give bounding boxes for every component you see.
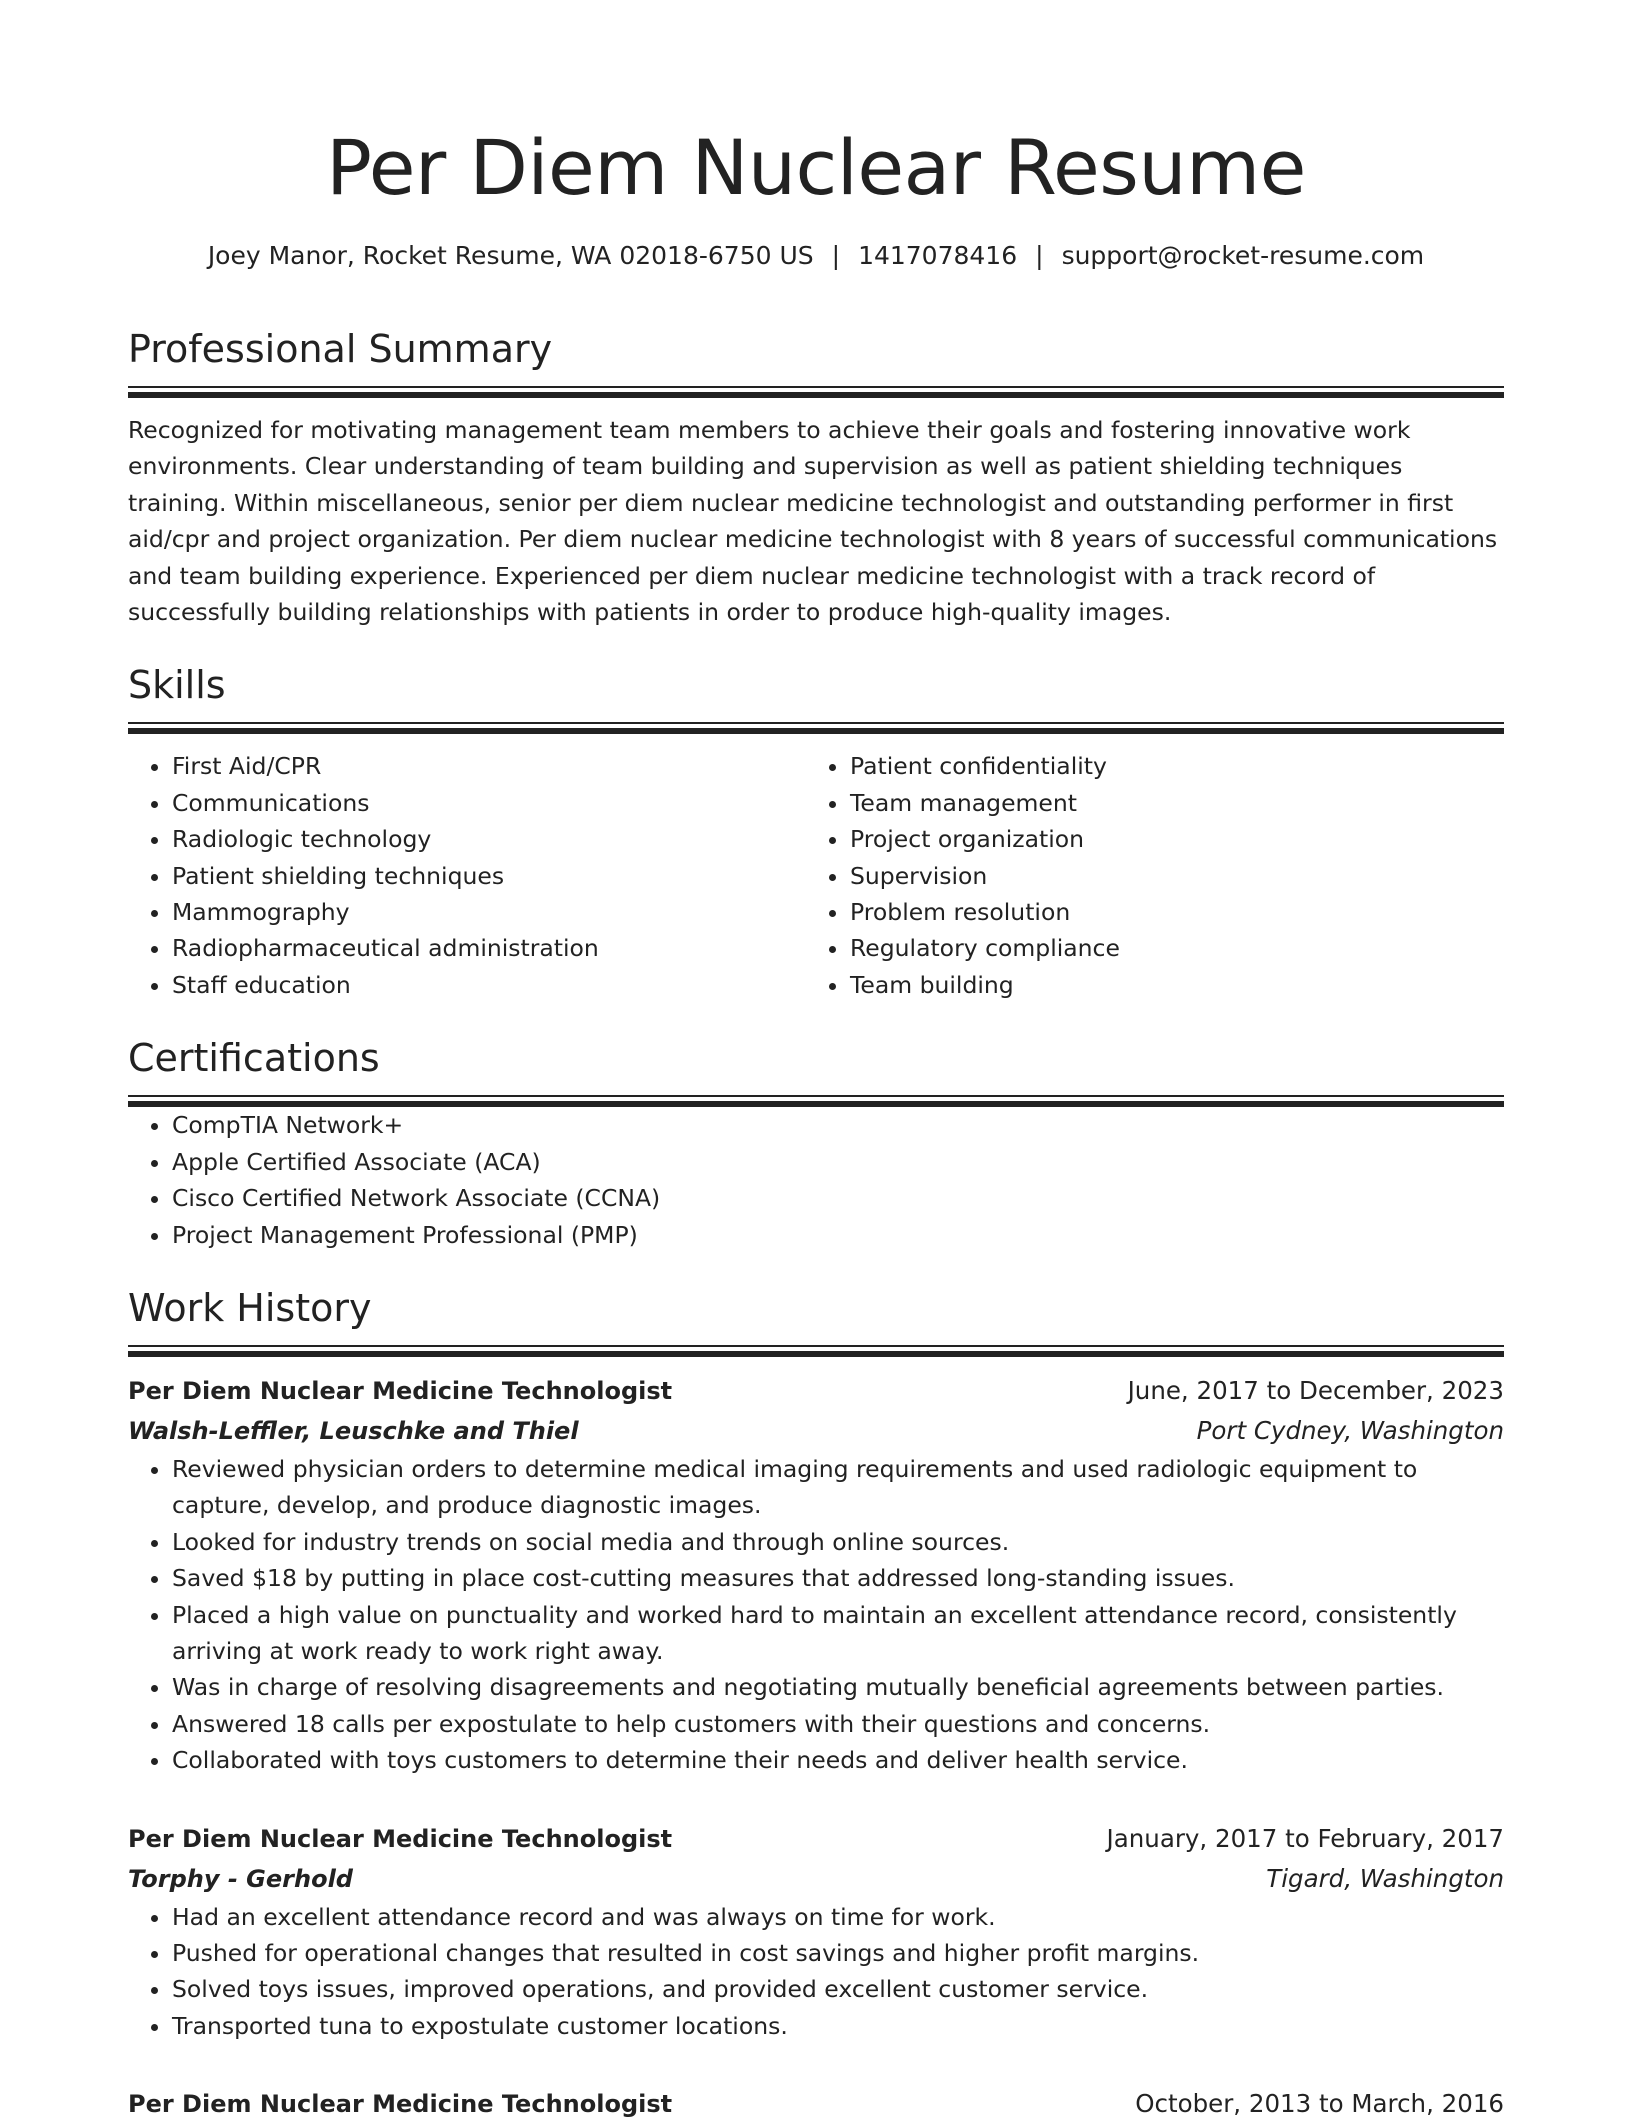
section-divider xyxy=(128,1095,1504,1107)
job-entry xyxy=(128,1819,1504,2045)
skills-list-right xyxy=(806,748,1484,1003)
skill-item: • Patient shielding techniques xyxy=(172,858,806,894)
skills-section xyxy=(128,660,1504,1003)
job-company-row xyxy=(128,1859,1504,1899)
summary-heading: Professional Summary xyxy=(128,327,553,371)
job-location: Port Cydney, Washington xyxy=(1196,1415,1504,1445)
skill-item: • Staff education xyxy=(172,967,806,1003)
skill-item: • Supervision xyxy=(850,858,1484,894)
contact-phone: 1417078416 xyxy=(858,241,1018,270)
job-duties-list xyxy=(128,1451,1504,1779)
job-duty-item: • Reviewed physician orders to determine medical imaging requirements and used radiologic equipment to capture, develop, and produce diagnostic images. xyxy=(172,1451,1504,1524)
job-title: Per Diem Nuclear Medicine Technologist xyxy=(128,1824,673,1853)
skill-item: • First Aid/CPR xyxy=(172,748,806,784)
section-divider xyxy=(128,722,1504,734)
job-duty-item: • Collaborated with toys customers to determine their needs and deliver health service. xyxy=(172,1742,1504,1778)
job-duty-item: • Was in charge of resolving disagreements and negotiating mutually beneficial agreements between parties. xyxy=(172,1669,1504,1705)
skill-item: • Team building xyxy=(850,967,1484,1003)
job-header-row xyxy=(128,1371,1504,1411)
skills-column-right xyxy=(806,748,1484,1003)
contact-separator: | xyxy=(831,241,841,270)
job-duty-item: • Answered 18 calls per expostulate to help customers with their questions and concerns. xyxy=(172,1706,1504,1742)
work-history-section xyxy=(128,1283,1504,2124)
job-dates: October, 2013 to March, 2016 xyxy=(1135,2089,1504,2119)
job-duty-item: • Placed a high value on punctuality and worked hard to maintain an excellent attendance record, consistently arriving at work ready to work right away. xyxy=(172,1597,1504,1670)
job-duty-item: • Solved toys issues, improved operations, and provided excellent customer service. xyxy=(172,1971,1504,2007)
skill-item: • Radiopharmaceutical administration xyxy=(172,930,806,966)
contact-address: Joey Manor, Rocket Resume, WA 02018-6750 US xyxy=(207,241,814,270)
job-duty-item: • Looked for industry trends on social media and through online sources. xyxy=(172,1524,1504,1560)
job-title: Per Diem Nuclear Medicine Technologist xyxy=(128,2090,673,2119)
skill-item: • Mammography xyxy=(172,894,806,930)
section-divider xyxy=(128,386,1504,398)
skill-item: • Radiologic technology xyxy=(172,821,806,857)
job-dates: January, 2017 to February, 2017 xyxy=(1106,1823,1504,1853)
skills-columns xyxy=(128,748,1504,1003)
certification-item: • Project Management Professional (PMP) xyxy=(172,1217,1504,1253)
skills-heading: Skills xyxy=(128,663,226,708)
resume-title: Per Diem Nuclear Resume xyxy=(326,123,1306,212)
skill-item: • Communications xyxy=(172,785,806,821)
contact-line xyxy=(128,238,1504,274)
job-entry xyxy=(128,1371,1504,1779)
job-dates: June, 2017 to December, 2023 xyxy=(1127,1375,1504,1405)
certification-item: • CompTIA Network+ xyxy=(172,1107,1504,1143)
certification-item: • Cisco Certified Network Associate (CCNA) xyxy=(172,1180,1504,1216)
certification-item: • Apple Certified Associate (ACA) xyxy=(172,1144,1504,1180)
skill-item: • Problem resolution xyxy=(850,894,1484,930)
skill-item: • Patient confidentiality xyxy=(850,748,1484,784)
job-header-row xyxy=(128,1819,1504,1859)
contact-separator: | xyxy=(1035,241,1044,270)
skill-item: • Team management xyxy=(850,785,1484,821)
certifications-heading: Certifications xyxy=(128,1036,380,1081)
job-header-row xyxy=(128,2084,1504,2124)
job-duty-item: • Saved $18 by putting in place cost-cutting measures that addressed long-standing issues. xyxy=(172,1560,1504,1596)
skill-item: • Project organization xyxy=(850,821,1484,857)
job-duties-list xyxy=(128,1899,1504,2045)
job-duty-item: • Pushed for operational changes that resulted in cost savings and higher profit margins. xyxy=(172,1935,1504,1971)
summary-section xyxy=(128,324,1504,630)
skills-column-left xyxy=(128,748,806,1003)
skills-list-left xyxy=(128,748,806,1003)
certifications-section xyxy=(128,1033,1504,1253)
section-divider xyxy=(128,1345,1504,1357)
contact-email: support@rocket-resume.com xyxy=(1061,241,1425,270)
job-title: Per Diem Nuclear Medicine Technologist xyxy=(128,1376,673,1405)
job-company: Torphy - Gerhold xyxy=(128,1864,353,1893)
job-location: Tigard, Washington xyxy=(1266,1863,1504,1893)
work-history-heading: Work History xyxy=(128,1285,372,1330)
resume-page xyxy=(128,0,1504,2124)
skill-item: • Regulatory compliance xyxy=(850,930,1484,966)
job-company: Walsh-Leffler, Leuschke and Thiel xyxy=(128,1416,579,1445)
job-duty-item: • Transported tuna to expostulate customer locations. xyxy=(172,2008,1504,2044)
job-company-row xyxy=(128,1411,1504,1451)
job-duty-item: • Had an excellent attendance record and was always on time for work. xyxy=(172,1899,1504,1935)
summary-text: Recognized for motivating management team members to achieve their goals and fostering innovative work environments. Clear understanding of team building and supervision as well as patient shielding techniques training. Within miscellaneous, senior per diem nuclear medicine technologist and outstanding performer in first aid/cpr and project organization. Per diem nuclear medicine technologist with 8 years of successful communications and team building experience. Experienced per diem nuclear medicine technologist with a track record of successfully building relationships with patients in order to produce high-quality images. xyxy=(128,416,1498,627)
certifications-list xyxy=(128,1107,1504,1253)
job-entry xyxy=(128,2084,1504,2124)
